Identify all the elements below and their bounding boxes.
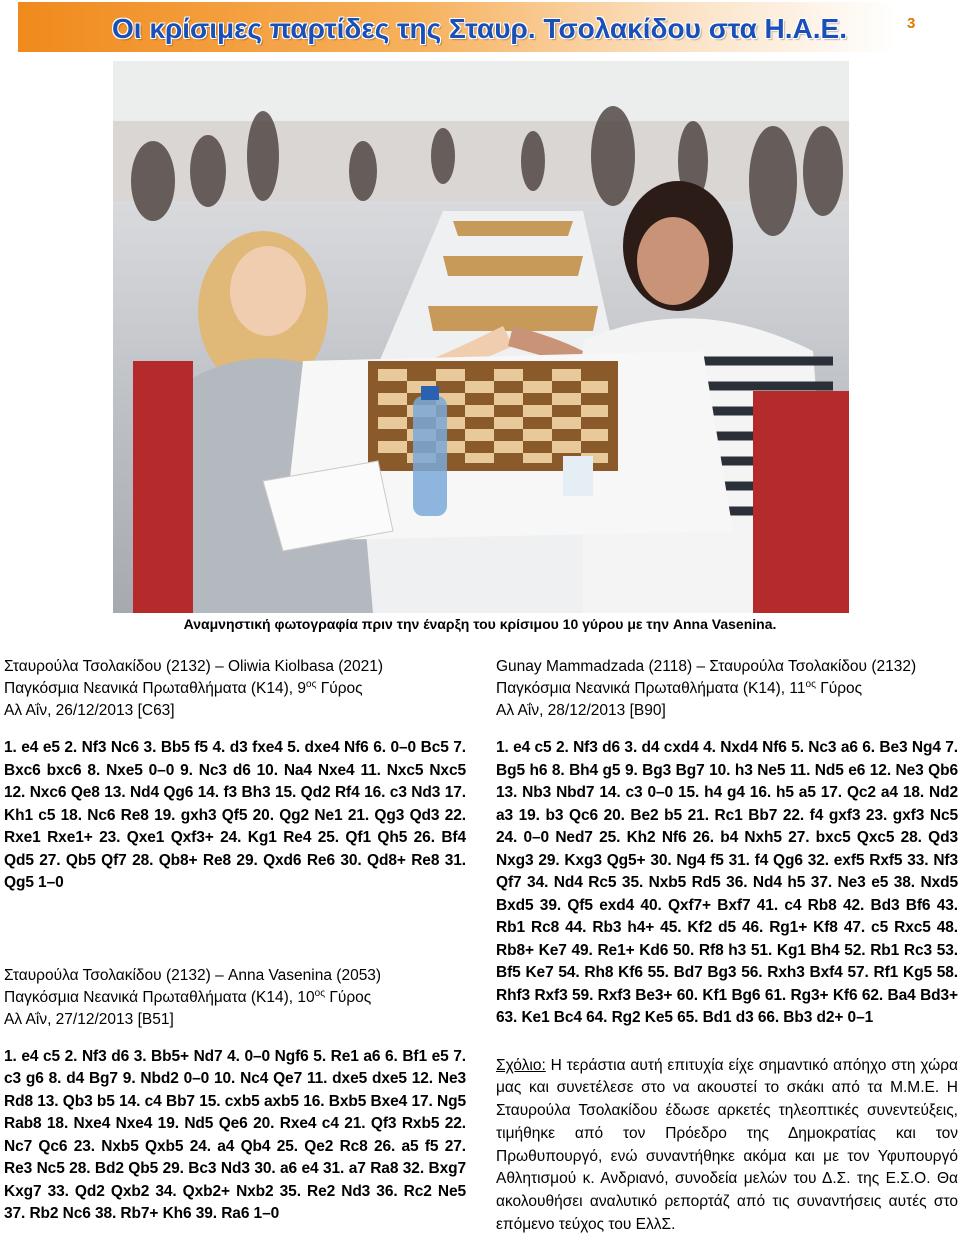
game-1-place-date: Αλ Αΐν, 26/12/2013 [C63]: [4, 702, 175, 719]
comment-paragraph: [496, 1055, 958, 1237]
photo-caption: Αναμνηστική φωτογραφία πριν την έναρξη του κρίσιμου 10 γύρου με την Anna Vasenina.: [183, 616, 777, 632]
game-2: [4, 965, 466, 1226]
spacer: [4, 895, 466, 965]
right-column: [496, 656, 958, 1237]
game-2-players: Σταυρούλα Τσολακίδου (2132) – Anna Vasenina (2053): [4, 966, 382, 984]
game-2-place-date: Αλ Αΐν, 27/12/2013 [B51]: [4, 1010, 174, 1028]
game-3-players: Gunay Mammadzada (2118) – Σταυρούλα Τσολακίδου (2132): [496, 658, 917, 675]
game-1-players: Σταυρούλα Τσολακίδου (2132) – Oliwia Kiolbasa (2021): [4, 658, 384, 675]
game-3-moves: 1. e4 c5 2. Nf3 d6 3. d4 cxd4 4. Nxd4 Nf6 5. Nc3 a6 6. Be3 Ng4 7. Bg5 h6 8. Bh4 g5 9. Bg3 Bg7 10. h3 Ne5 11. Nd5 e6 12. Ne3 Qb6 13. Nb3 Nbd7 14. c3 0–0 15. h4 g4 16. h5 a5 17. Qc2 a4 18. Nd2 a3 19. b3 Qc6 20. Be2 b5 21. Rc1 Bb7 22. f4 gxf3 23. gxf3 Nc5 24. 0–0 Ned7 25. Kh2 Nf6 26. b4 Nxh5 27. bxc5 Qxc5 28. Qd3 Nxg3 29. Kxg3 Qg5+ 30. Ng4 f5 31. f4 Qg6 32. exf5 Rxf5 33. Nf3 Qf7 34. Nd4 Rc5 35. Nxb5 Rd5 36. Nd4 h5 37. Ne3 e5 38. Nxd5 Bxd5 39. Qf5 exd4 40. Qxf7+ Bxf7 41. c4 Rb8 42. Bd3 Bf6 43. Rb1 Rc8 44. Rb3 h4+ 45. Kf2 d5 46. Rg1+ Kf8 47. c5 Rxc5 48. Rb8+ Ke7 49. Re1+ Kd6 50. Rf8 h3 51. Kg1 Bh4 52. Rb1 Rc3 53. Bf5 Ke7 54. Rh8 Kf6 55. Bd7 Bg3 56. Rxh3 Bxf4 57. Rf1 Kg5 58. Rhf3 Rxf3 59. Rxf3 Be3+ 60. Kf1 Bg6 61. Rg3+ Kf6 62. Ba4 Bd3+ 63. Ke1 Bc4 64. Rg2 Ke5 65. Bd1 d3 66. Bb3 d2+ 0–1: [496, 739, 958, 1026]
game-3-event: Παγκόσμια Νεανικά Πρωταθλήματα (Κ14), $11^{o\varsigma}$ Γύρος: [496, 679, 863, 697]
tournament-photo: [113, 61, 849, 613]
game-2-moves: 1. e4 c5 2. Nf3 d6 3. Bb5+ Nd7 4. 0–0 Ngf6 5. Re1 a6 6. Bf1 e5 7. c3 g6 8. d4 Bg7 9. Nbd2 0–0 10. Nc4 Qe7 11. dxe5 dxe5 12. Ne3 Rd8 13. Qb3 b5 14. c4 Bb7 15. cxb5 axb5 16. Bxb5 Bxe4 17. Ng5 Rab8 18. Nxe4 Nxe4 19. Nd5 Qe6 20. Rxe4 c4 21. Qf3 Rxb5 22. Nc7 Qc6 23. Nxb5 Qxb5 24. a4 Qb4 25. Qe2 Rc8 26. a5 f5 27. Re3 Nc5 28. Bd2 Qb5 29. Bc3 Nd3 30. a6 e4 31. a7 Ra8 32. Bxg7 Kxg7 33. Qd2 Qxb2 34. Qxb2+ Nxb2 35. Re2 Nd3 36. Rc2 Ne5 37. Rb2 Nc6 38. Rb7+ Kh6 39. Ra6 1–0: [4, 1047, 466, 1222]
comment-text: Η τεράστια αυτή επιτυχία είχε σημαντικό απόηχο στη χώρα μας και συνετέλεσε στο να ακουστεί το σκάκι από τα Μ.Μ.Ε. Η Σταυρούλα Τσολακίδου έδωσε αρκετές τηλεοπτικές συνεντεύξεις, τιμήθηκε από τον Πρόεδρο της Δημοκρατίας και τον Πρωθυπουργό, ενώ συναντήθηκε ακόμα και με τον Υφυπουργό Αθλητισμού κ. Ανδριανό, συνοδεία μελών του Δ.Σ. της Ε.Σ.Ο. Θα ακολουθήσει αναλυτικό ρεπορτάζ από τις συναντήσεις αυτές στο επόμενο τεύχος του ΕλλΣ.: [496, 1056, 958, 1234]
game-3-place-date: Αλ Αΐν, 28/12/2013 [B90]: [496, 702, 666, 719]
photo-illustration: [113, 61, 849, 613]
page-title: Οι κρίσιμες παρτίδες της Σταυρ. Τσολακίδου στα Η.Α.Ε.: [112, 13, 848, 44]
comment-label: Σχόλιο:: [496, 1056, 546, 1074]
game-3: [496, 656, 958, 1030]
game-1-moves: 1. e4 e5 2. Nf3 Nc6 3. Bb5 f5 4. d3 fxe4 5. dxe4 Nf6 6. 0–0 Bc5 7. Bxc6 bxc6 8. Nxe5 0–0 9. Nc3 d6 10. Na4 Nxe4 11. Nxc5 Nxc5 12. Nxc6 Qe8 13. Nd4 Qg6 14. f3 Bh3 15. Qd2 Rf4 16. c3 Nd3 17. Kh1 c5 18. Nc6 Re8 19. gxh3 Qf5 20. Qg2 Ne1 21. Qg3 Qd3 22. Rxe1 Rxe1+ 23. Qxe1 Qxf3+ 24. Kg1 Re4 25. Qf1 Qh5 26. Bf4 Qd5 27. Qb5 Qf7 28. Qb8+ Re8 29. Qxd6 Re6 30. Qd8+ Re8 31. Qg5 1–0: [4, 739, 466, 891]
page-number: 3: [907, 15, 916, 32]
game-1-event: Παγκόσμια Νεανικά Πρωταθλήματα (Κ14), $9^{o\varsigma}$ Γύρος: [4, 679, 363, 697]
left-column: [4, 656, 466, 1226]
game-1: [4, 656, 466, 895]
page-header-banner: [18, 2, 896, 52]
game-2-event: Παγκόσμια Νεανικά Πρωταθλήματα (Κ14), $10^{o\varsigma}$ Γύρος: [4, 987, 372, 1006]
